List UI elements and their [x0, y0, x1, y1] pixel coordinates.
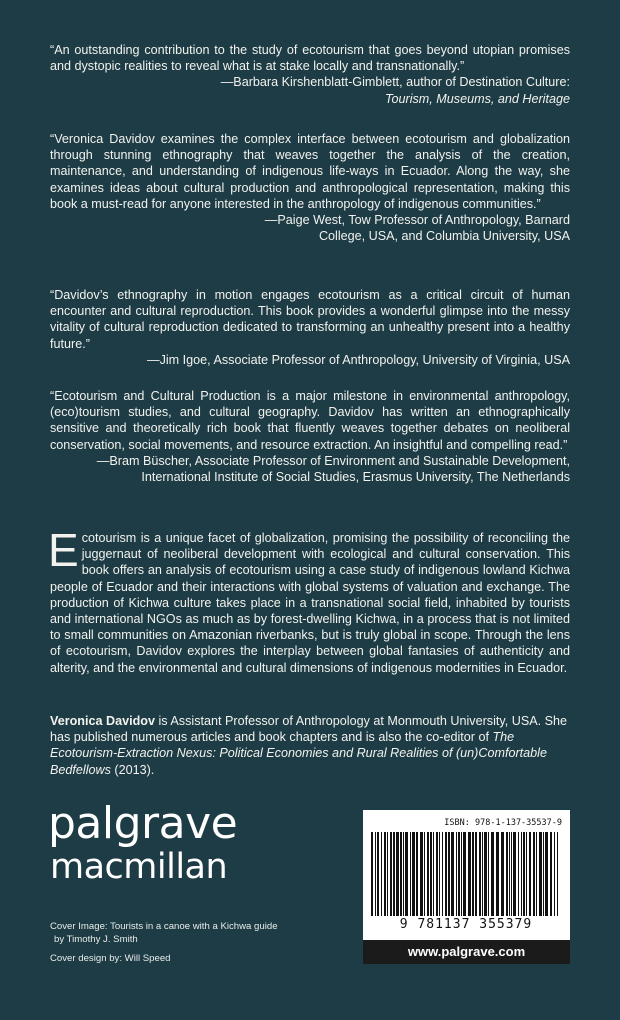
barcode-bar: [371, 832, 373, 916]
barcode-bar: [496, 832, 499, 916]
barcode-bars: [371, 832, 562, 918]
book-description: [48, 524, 570, 676]
barcode-bar: [400, 832, 402, 916]
barcode-bar: [545, 832, 548, 916]
barcode-bar: [539, 832, 542, 916]
barcode-bar: [513, 832, 516, 916]
barcode-bar: [533, 832, 535, 916]
bio-text: is Assistant Professor of Anthropology at Monmouth University, USA. She has published numerous articles and book chapters and is also the co-editor of: [50, 714, 568, 745]
barcode-bar: [445, 832, 447, 916]
barcode-bar: [387, 832, 388, 916]
cover-image-photographer: by Timothy J. Smith: [54, 934, 138, 945]
barcode-bar: [393, 832, 395, 916]
barcode-bar: [536, 832, 537, 916]
barcode-bar: [472, 832, 474, 916]
barcode-bar: [384, 832, 386, 916]
barcode-bar: [521, 832, 522, 916]
publisher-logo: [48, 800, 237, 886]
attribution-line: —Bram Büscher, Associate Professor of Environment and Sustainable Development,: [96, 453, 570, 468]
isbn-barcode: [363, 810, 570, 964]
barcode-bar: [396, 832, 399, 916]
publisher-website: www.palgrave.com: [363, 940, 570, 964]
barcode-bar: [468, 832, 471, 916]
barcode-bar: [427, 832, 429, 916]
barcode-bar: [482, 832, 483, 916]
barcode-bar: [461, 832, 462, 916]
barcode-bar: [458, 832, 460, 916]
barcode-bar: [484, 832, 487, 916]
attribution-line: —Barbara Kirshenblatt-Gimblett, author of Destination Culture:: [220, 75, 570, 90]
barcode-bar: [436, 832, 438, 916]
barcode-bar: [509, 832, 510, 916]
review-quote-1: [50, 42, 570, 107]
barcode-bar: [523, 832, 525, 916]
quote-text: “An outstanding contribution to the study of ecotourism that goes beyond utopian promises and dystopic realities to reveal what is at stake locally and transnationally.”: [50, 43, 570, 74]
review-quote-4: [50, 388, 570, 485]
quote-text: “Veronica Davidov examines the complex interface between ecotourism and globalization through stunning ethnography that weaves together the analysis of the creation, maintenance, and understanding of indigenous life-ways in Ecuador. Along the way, she examines ideas about cultural production and anthropological representation, making this book a must-read for anyone interested in the anthropology of indigenous communities.”: [50, 132, 570, 211]
barcode-bar: [430, 832, 432, 916]
quote-attribution: [50, 352, 570, 368]
barcode-bar: [403, 832, 404, 916]
author-name: Veronica Davidov: [50, 714, 155, 728]
barcode-bar: [554, 832, 555, 916]
coedited-book-title: The Ecotourism-Extraction Nexus: Political Economies and Rural Realities of (un)Comfortable Bedfellows: [50, 730, 547, 777]
quote-attribution: [50, 453, 570, 485]
barcode-bar: [410, 832, 411, 916]
barcode-bar: [526, 832, 527, 916]
barcode-bar: [456, 832, 457, 916]
attribution-line: —Paige West, Tow Professor of Anthropology, Barnard: [264, 213, 570, 228]
logo-line-macmillan: macmillan: [50, 847, 228, 887]
author-bio: [50, 713, 570, 778]
barcode-bar: [442, 832, 443, 916]
barcode-bar: [424, 832, 425, 916]
attribution-line: —Jim Igoe, Associate Professor of Anthropology, University of Virginia, USA: [146, 352, 570, 367]
barcode-bar: [375, 832, 376, 916]
barcode-bar: [405, 832, 408, 916]
drop-cap: E: [48, 524, 79, 576]
description-text: cotourism is a unique facet of globalization, promising the possibility of reconciling the juggernaut of neoliberal development with ecological and cultural conservation. This book offers an analysis of ecotourism using a case study of indigenous lowland Kichwa people of Ecuador and their interactions with global systems of valuation and exchange. The production of Kichwa culture takes place in a transnational social field, inhabited by tourists and international NGOs as much as by forest-dwelling Kichwa, in a process that is not limited to small communities on Amazonian riverbanks, but is truly global in scope. Through the lens of ecotourism, Davidov explores the interplay between global fantasies of authenticity and alterity, and the environmental and cultural dimensions of indigenous modernities in Ecuador.: [50, 531, 570, 675]
barcode-bar: [448, 832, 450, 916]
cover-image-credit: Cover Image: Tourists in a canoe with a Kichwa guide: [50, 921, 278, 932]
attribution-line: International Institute of Social Studies, Erasmus University, The Netherlands: [141, 470, 570, 485]
attribution-line: Tourism, Museums, and Heritage: [384, 91, 570, 106]
barcode-bar: [381, 832, 382, 916]
barcode-bar: [390, 832, 392, 916]
isbn-label: ISBN: 978-1-137-35537-9: [444, 818, 562, 828]
attribution-line: College, USA, and Columbia University, USA: [318, 229, 570, 244]
barcode-bar: [557, 832, 558, 916]
barcode-bar: [518, 832, 519, 916]
barcode-bar: [433, 832, 434, 916]
barcode-bar: [463, 832, 466, 916]
barcode-bar: [475, 832, 477, 916]
review-quote-2: [50, 131, 570, 244]
quote-attribution: [50, 74, 570, 106]
barcode-bar: [529, 832, 531, 916]
quote-text: “Davidov’s ethnography in motion engages ecotourism as a critical circuit of human encounter and cultural reproduction. This book provides a wonderful glimpse into the messy vitality of cultural reproduction dedicated to transforming an unhealthy present into a healthy future.”: [50, 288, 570, 351]
cover-credits: [50, 920, 330, 965]
bio-year: (2013).: [110, 762, 155, 777]
barcode-bar: [420, 832, 423, 916]
barcode-bar: [511, 832, 512, 916]
logo-line-palgrave: palgrave: [48, 798, 238, 849]
quote-attribution: [50, 212, 570, 244]
cover-design-credit: Cover design by: Will Speed: [50, 953, 171, 964]
barcode-bar: [488, 832, 489, 916]
review-quote-3: [50, 287, 570, 368]
barcode-bar: [506, 832, 508, 916]
barcode-bar: [451, 832, 454, 916]
barcode-bar: [439, 832, 440, 916]
quote-text: “Ecotourism and Cultural Production is a major milestone in environmental anthropology, (eco)tourism studies, and cultural geography. Davidov has written an ethnographically sensitive and theoretically rich book that fluently weaves together debates on neoliberal conservation, social movements, and resource extraction. An insightful and compelling read.”: [50, 389, 570, 452]
barcode-digits: 9 781137 355379: [399, 917, 533, 932]
barcode-bar: [501, 832, 504, 916]
barcode-bar: [543, 832, 544, 916]
barcode-bar: [412, 832, 415, 916]
barcode-bar: [416, 832, 418, 916]
barcode-bar: [550, 832, 552, 916]
barcode-bar: [479, 832, 481, 916]
barcode-bar: [491, 832, 494, 916]
barcode-bar: [377, 832, 379, 916]
